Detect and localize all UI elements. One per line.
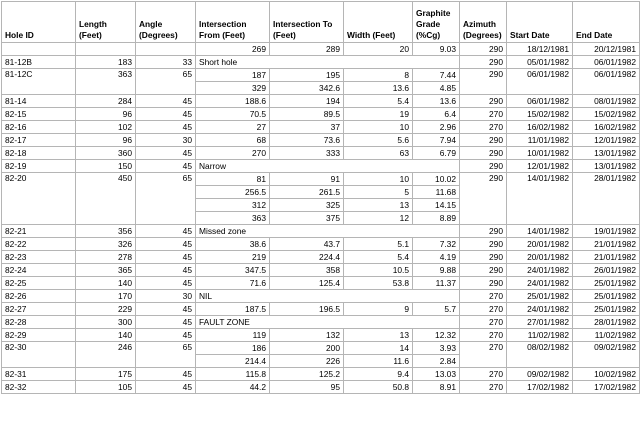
end-date-cell: 10/02/1982	[573, 368, 640, 381]
intersection-to-cell: 132	[270, 329, 344, 342]
azimuth-cell: 290	[460, 147, 507, 160]
width-cell: 9.4	[344, 368, 413, 381]
intersection-to-cell: 91	[270, 173, 344, 186]
width-cell: 10.5	[344, 264, 413, 277]
header-end-date: End Date	[573, 2, 640, 43]
graphite-grade-cell: 3.93	[413, 342, 460, 355]
note-cell: NIL	[196, 290, 460, 303]
angle-cell: 45	[136, 225, 196, 238]
length-cell: 300	[76, 316, 136, 329]
azimuth-cell: 290	[460, 56, 507, 69]
graphite-grade-cell: 7.44	[413, 69, 460, 82]
table-row	[2, 290, 640, 303]
angle-cell: 45	[136, 303, 196, 316]
table-row	[2, 95, 640, 108]
graphite-grade-cell: 13.6	[413, 95, 460, 108]
length-cell: 175	[76, 368, 136, 381]
intersection-to-cell: 194	[270, 95, 344, 108]
table-row	[2, 69, 640, 82]
length-cell: 284	[76, 95, 136, 108]
note-cell: Short hole	[196, 56, 460, 69]
graphite-grade-cell: 14.15	[413, 199, 460, 212]
hole-id-cell: 82-15	[2, 108, 76, 121]
table-row	[2, 303, 640, 316]
intersection-to-cell: 43.7	[270, 238, 344, 251]
start-date-cell: 08/02/1982	[507, 342, 573, 368]
hole-id-cell: 82-24	[2, 264, 76, 277]
start-date-cell: 11/01/1982	[507, 134, 573, 147]
graphite-grade-cell: 7.32	[413, 238, 460, 251]
intersection-from-cell: 186	[196, 342, 270, 355]
azimuth-cell: 290	[460, 69, 507, 95]
azimuth-cell: 270	[460, 316, 507, 329]
graphite-grade-cell: 11.68	[413, 186, 460, 199]
length-cell: 140	[76, 277, 136, 290]
azimuth-cell: 270	[460, 381, 507, 394]
end-date-cell: 19/01/1982	[573, 225, 640, 238]
header-azimuth: Azimuth (Degrees)	[460, 2, 507, 43]
end-date-cell: 25/01/1982	[573, 303, 640, 316]
intersection-from-cell: 347.5	[196, 264, 270, 277]
intersection-to-cell: 333	[270, 147, 344, 160]
start-date-cell: 16/02/1982	[507, 121, 573, 134]
drill-results-table	[1, 1, 640, 394]
start-date-cell: 06/01/1982	[507, 69, 573, 95]
length-cell: 183	[76, 56, 136, 69]
angle-cell: 45	[136, 108, 196, 121]
intersection-from-cell: 115.8	[196, 368, 270, 381]
width-cell: 20	[344, 43, 413, 56]
intersection-to-cell: 196.5	[270, 303, 344, 316]
end-date-cell: 20/12/1981	[573, 43, 640, 56]
width-cell: 14	[344, 342, 413, 355]
angle-cell: 45	[136, 277, 196, 290]
intersection-from-cell: 363	[196, 212, 270, 225]
graphite-grade-cell: 6.4	[413, 108, 460, 121]
end-date-cell: 21/01/1982	[573, 238, 640, 251]
azimuth-cell: 290	[460, 134, 507, 147]
start-date-cell: 14/01/1982	[507, 173, 573, 225]
intersection-to-cell: 125.4	[270, 277, 344, 290]
length-cell: 278	[76, 251, 136, 264]
azimuth-cell: 270	[460, 368, 507, 381]
intersection-from-cell: 70.5	[196, 108, 270, 121]
graphite-grade-cell: 4.19	[413, 251, 460, 264]
start-date-cell: 15/02/1982	[507, 108, 573, 121]
length-cell: 246	[76, 342, 136, 368]
graphite-grade-cell: 13.03	[413, 368, 460, 381]
hole-id-cell: 82-18	[2, 147, 76, 160]
intersection-from-cell: 71.6	[196, 277, 270, 290]
table-row	[2, 108, 640, 121]
length-cell: 229	[76, 303, 136, 316]
width-cell: 50.8	[344, 381, 413, 394]
azimuth-cell: 270	[460, 121, 507, 134]
angle-cell: 45	[136, 329, 196, 342]
end-date-cell: 28/01/1982	[573, 173, 640, 225]
header-width: Width (Feet)	[344, 2, 413, 43]
azimuth-cell: 290	[460, 277, 507, 290]
table-row	[2, 173, 640, 186]
end-date-cell: 06/01/1982	[573, 69, 640, 95]
hole-id-cell: 81-12B	[2, 56, 76, 69]
length-cell: 450	[76, 173, 136, 225]
width-cell: 11.6	[344, 355, 413, 368]
table-row	[2, 251, 640, 264]
start-date-cell: 12/01/1982	[507, 160, 573, 173]
length-cell: 170	[76, 290, 136, 303]
angle-cell: 45	[136, 368, 196, 381]
width-cell: 5.4	[344, 95, 413, 108]
graphite-grade-cell: 6.79	[413, 147, 460, 160]
width-cell: 19	[344, 108, 413, 121]
table-row	[2, 381, 640, 394]
hole-id-cell: 82-32	[2, 381, 76, 394]
hole-id-cell: 82-17	[2, 134, 76, 147]
intersection-to-cell: 125.2	[270, 368, 344, 381]
azimuth-cell: 270	[460, 108, 507, 121]
graphite-grade-cell: 2.96	[413, 121, 460, 134]
table-row	[2, 225, 640, 238]
angle-cell: 65	[136, 342, 196, 368]
length-cell: 150	[76, 160, 136, 173]
end-date-cell: 26/01/1982	[573, 264, 640, 277]
start-date-cell: 05/01/1982	[507, 56, 573, 69]
header-row	[2, 2, 640, 43]
graphite-grade-cell: 10.02	[413, 173, 460, 186]
angle-cell: 45	[136, 251, 196, 264]
start-date-cell: 24/01/1982	[507, 264, 573, 277]
intersection-from-cell: 256.5	[196, 186, 270, 199]
end-date-cell: 17/02/1982	[573, 381, 640, 394]
length-cell: 326	[76, 238, 136, 251]
hole-id-cell: 82-29	[2, 329, 76, 342]
hole-id-cell: 82-31	[2, 368, 76, 381]
intersection-to-cell: 358	[270, 264, 344, 277]
azimuth-cell: 290	[460, 238, 507, 251]
start-date-cell: 18/12/1981	[507, 43, 573, 56]
end-date-cell: 09/02/1982	[573, 342, 640, 368]
graphite-grade-cell: 2.84	[413, 355, 460, 368]
hole-id-cell: 82-30	[2, 342, 76, 368]
header-length: Length (Feet)	[76, 2, 136, 43]
hole-id-cell: 82-28	[2, 316, 76, 329]
angle-cell: 45	[136, 238, 196, 251]
end-date-cell: 16/02/1982	[573, 121, 640, 134]
graphite-grade-cell: 8.91	[413, 381, 460, 394]
intersection-from-cell: 187.5	[196, 303, 270, 316]
intersection-from-cell: 188.6	[196, 95, 270, 108]
end-date-cell: 25/01/1982	[573, 277, 640, 290]
width-cell: 5.6	[344, 134, 413, 147]
length-cell: 363	[76, 69, 136, 95]
intersection-to-cell: 261.5	[270, 186, 344, 199]
hole-id-cell: 82-23	[2, 251, 76, 264]
table-row	[2, 277, 640, 290]
azimuth-cell: 290	[460, 225, 507, 238]
intersection-from-cell: 329	[196, 82, 270, 95]
end-date-cell: 15/02/1982	[573, 108, 640, 121]
angle-cell: 45	[136, 147, 196, 160]
end-date-cell: 13/01/1982	[573, 147, 640, 160]
hole-id-cell: 81-14	[2, 95, 76, 108]
intersection-from-cell: 81	[196, 173, 270, 186]
width-cell: 13	[344, 329, 413, 342]
table-row	[2, 43, 640, 56]
azimuth-cell: 290	[460, 160, 507, 173]
intersection-to-cell: 342.6	[270, 82, 344, 95]
azimuth-cell: 270	[460, 329, 507, 342]
start-date-cell: 14/01/1982	[507, 225, 573, 238]
length-cell: 96	[76, 108, 136, 121]
header-hole-id: Hole ID	[2, 2, 76, 43]
intersection-from-cell: 270	[196, 147, 270, 160]
end-date-cell: 28/01/1982	[573, 316, 640, 329]
width-cell: 10	[344, 173, 413, 186]
hole-id-cell: 82-26	[2, 290, 76, 303]
intersection-to-cell: 375	[270, 212, 344, 225]
table-row	[2, 316, 640, 329]
graphite-grade-cell: 4.85	[413, 82, 460, 95]
end-date-cell: 11/02/1982	[573, 329, 640, 342]
hole-id-cell: 82-19	[2, 160, 76, 173]
hole-id-cell: 82-20	[2, 173, 76, 225]
azimuth-cell: 290	[460, 173, 507, 225]
note-cell: FAULT ZONE	[196, 316, 460, 329]
table-row	[2, 368, 640, 381]
intersection-from-cell: 219	[196, 251, 270, 264]
hole-id-cell: 82-27	[2, 303, 76, 316]
width-cell: 63	[344, 147, 413, 160]
angle-cell: 45	[136, 381, 196, 394]
width-cell: 5.4	[344, 251, 413, 264]
intersection-from-cell: 214.4	[196, 355, 270, 368]
end-date-cell: 08/01/1982	[573, 95, 640, 108]
width-cell: 13	[344, 199, 413, 212]
width-cell: 13.6	[344, 82, 413, 95]
width-cell: 5	[344, 186, 413, 199]
intersection-to-cell: 224.4	[270, 251, 344, 264]
start-date-cell: 24/01/1982	[507, 303, 573, 316]
hole-id-cell: 81-12C	[2, 69, 76, 95]
intersection-from-cell: 38.6	[196, 238, 270, 251]
table-row	[2, 121, 640, 134]
start-date-cell: 20/01/1982	[507, 238, 573, 251]
angle-cell	[136, 43, 196, 56]
graphite-grade-cell: 7.94	[413, 134, 460, 147]
intersection-to-cell: 200	[270, 342, 344, 355]
length-cell: 102	[76, 121, 136, 134]
hole-id-cell	[2, 43, 76, 56]
length-cell: 140	[76, 329, 136, 342]
angle-cell: 45	[136, 95, 196, 108]
angle-cell: 30	[136, 134, 196, 147]
azimuth-cell: 270	[460, 290, 507, 303]
intersection-from-cell: 44.2	[196, 381, 270, 394]
end-date-cell: 13/01/1982	[573, 160, 640, 173]
graphite-grade-cell: 9.88	[413, 264, 460, 277]
header-start-date: Start Date	[507, 2, 573, 43]
start-date-cell: 20/01/1982	[507, 251, 573, 264]
azimuth-cell: 270	[460, 303, 507, 316]
header-intersection-from: Intersection From (Feet)	[196, 2, 270, 43]
angle-cell: 65	[136, 173, 196, 225]
intersection-from-cell: 68	[196, 134, 270, 147]
table-row	[2, 134, 640, 147]
graphite-grade-cell: 9.03	[413, 43, 460, 56]
table-row	[2, 238, 640, 251]
hole-id-cell: 82-16	[2, 121, 76, 134]
intersection-to-cell: 73.6	[270, 134, 344, 147]
end-date-cell: 25/01/1982	[573, 290, 640, 303]
angle-cell: 45	[136, 264, 196, 277]
table-row	[2, 342, 640, 355]
note-cell: Missed zone	[196, 225, 460, 238]
graphite-grade-cell: 8.89	[413, 212, 460, 225]
azimuth-cell: 290	[460, 264, 507, 277]
table-row	[2, 56, 640, 69]
angle-cell: 30	[136, 290, 196, 303]
intersection-from-cell: 27	[196, 121, 270, 134]
table-body	[2, 43, 640, 394]
width-cell: 8	[344, 69, 413, 82]
start-date-cell: 24/01/1982	[507, 277, 573, 290]
length-cell: 356	[76, 225, 136, 238]
table-row	[2, 147, 640, 160]
start-date-cell: 10/01/1982	[507, 147, 573, 160]
hole-id-cell: 82-21	[2, 225, 76, 238]
end-date-cell: 06/01/1982	[573, 56, 640, 69]
graphite-grade-cell: 5.7	[413, 303, 460, 316]
length-cell: 96	[76, 134, 136, 147]
intersection-to-cell: 37	[270, 121, 344, 134]
start-date-cell: 09/02/1982	[507, 368, 573, 381]
table-row	[2, 329, 640, 342]
angle-cell: 45	[136, 160, 196, 173]
intersection-from-cell: 187	[196, 69, 270, 82]
note-cell: Narrow	[196, 160, 460, 173]
intersection-from-cell: 119	[196, 329, 270, 342]
angle-cell: 65	[136, 69, 196, 95]
header-graphite-grade: Graphite Grade (%Cg)	[413, 2, 460, 43]
intersection-to-cell: 95	[270, 381, 344, 394]
intersection-to-cell: 289	[270, 43, 344, 56]
length-cell: 360	[76, 147, 136, 160]
azimuth-cell: 270	[460, 342, 507, 368]
table-row	[2, 264, 640, 277]
intersection-to-cell: 226	[270, 355, 344, 368]
width-cell: 9	[344, 303, 413, 316]
graphite-grade-cell: 12.32	[413, 329, 460, 342]
start-date-cell: 25/01/1982	[507, 290, 573, 303]
width-cell: 5.1	[344, 238, 413, 251]
end-date-cell: 21/01/1982	[573, 251, 640, 264]
start-date-cell: 17/02/1982	[507, 381, 573, 394]
intersection-from-cell: 312	[196, 199, 270, 212]
intersection-to-cell: 325	[270, 199, 344, 212]
header-angle: Angle (Degrees)	[136, 2, 196, 43]
start-date-cell: 11/02/1982	[507, 329, 573, 342]
start-date-cell: 27/01/1982	[507, 316, 573, 329]
length-cell: 105	[76, 381, 136, 394]
header-intersection-to: Intersection To (Feet)	[270, 2, 344, 43]
end-date-cell: 12/01/1982	[573, 134, 640, 147]
length-cell: 365	[76, 264, 136, 277]
angle-cell: 45	[136, 316, 196, 329]
azimuth-cell: 290	[460, 43, 507, 56]
hole-id-cell: 82-25	[2, 277, 76, 290]
angle-cell: 33	[136, 56, 196, 69]
angle-cell: 45	[136, 121, 196, 134]
intersection-to-cell: 89.5	[270, 108, 344, 121]
length-cell	[76, 43, 136, 56]
start-date-cell: 06/01/1982	[507, 95, 573, 108]
intersection-to-cell: 195	[270, 69, 344, 82]
width-cell: 12	[344, 212, 413, 225]
width-cell: 10	[344, 121, 413, 134]
width-cell: 53.8	[344, 277, 413, 290]
table-row	[2, 160, 640, 173]
hole-id-cell: 82-22	[2, 238, 76, 251]
graphite-grade-cell: 11.37	[413, 277, 460, 290]
azimuth-cell: 290	[460, 251, 507, 264]
intersection-from-cell: 269	[196, 43, 270, 56]
azimuth-cell: 290	[460, 95, 507, 108]
